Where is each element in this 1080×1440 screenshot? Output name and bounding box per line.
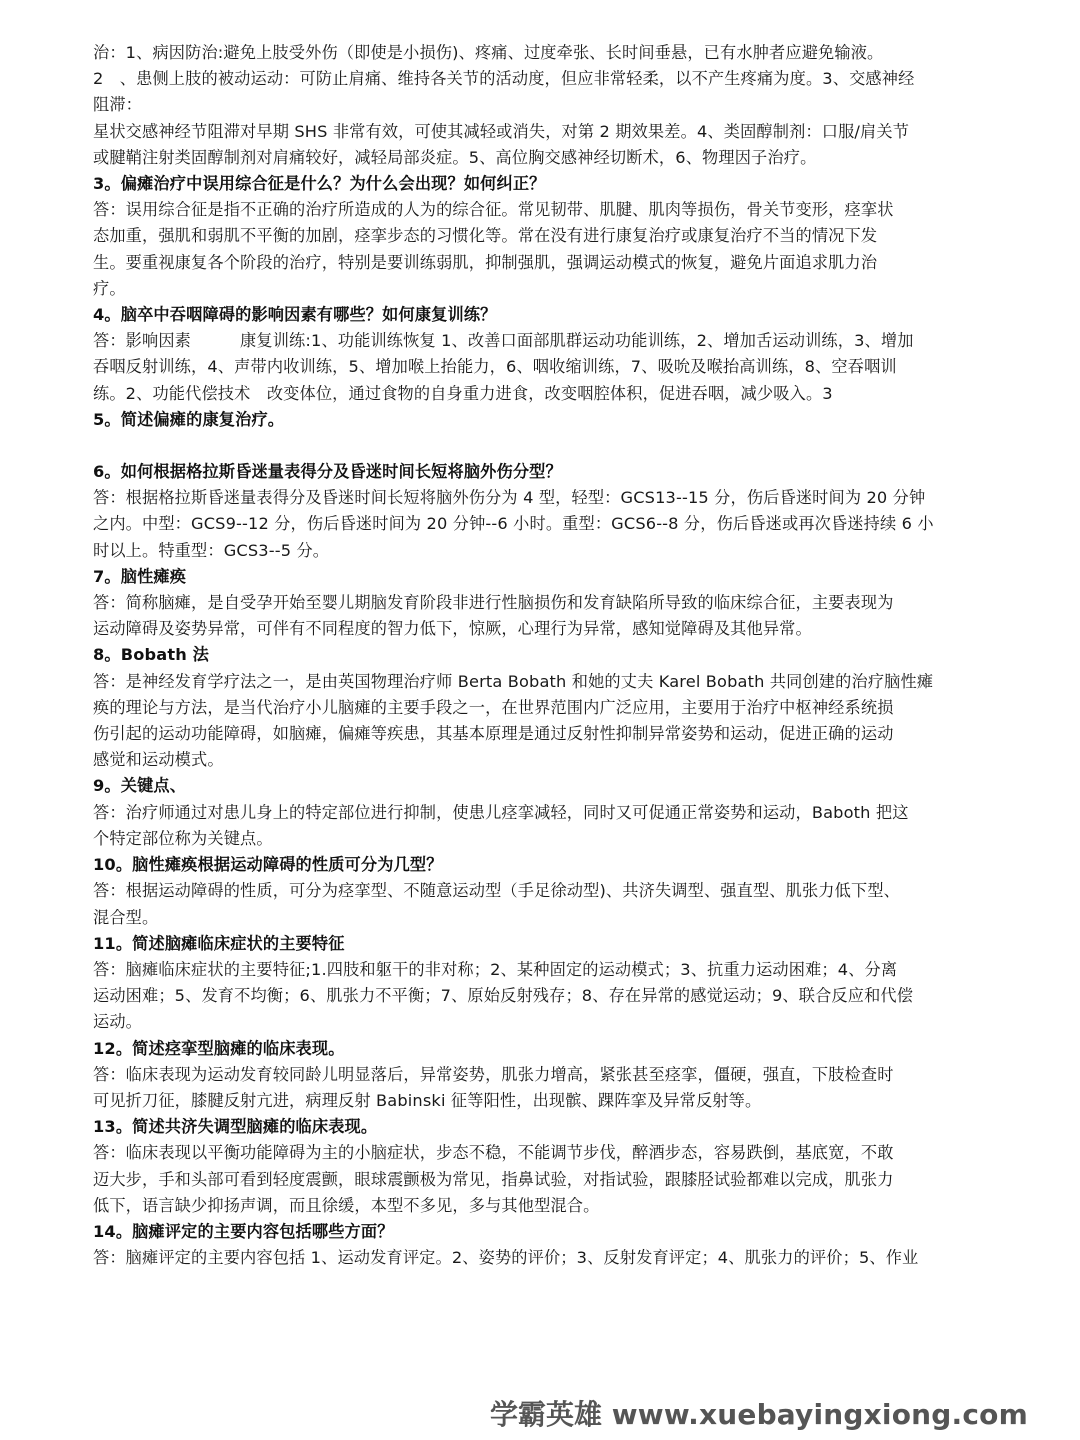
text-line: 阻滞： — [93, 95, 143, 115]
question-14 — [93, 1219, 991, 1271]
answer-line: 时以上。特重型：GCS3--5 分。 — [93, 540, 330, 560]
question-title: 7。脑性瘫痪 — [93, 566, 187, 586]
question-title: 4。脑卒中吞咽障碍的影响因素有哪些？如何康复训练？ — [93, 305, 497, 325]
question-12 — [93, 1036, 991, 1115]
answer-line: 答：影响因素 康复训练:1、功能训练恢复 1、改善口面部肌群运动功能训练，2、增加舌运动训练，3、增加 — [93, 331, 914, 351]
answer-line: 答：临床表现以平衡功能障碍为主的小脑症状，步态不稳，不能调节步伐，醉酒步态，容易跌倒，基底宽，不敢 — [93, 1143, 894, 1163]
document-body — [93, 40, 991, 1271]
answer-line: 答：是神经发育学疗法之一，是由英国物理治疗师 Berta Bobath 和她的丈夫 Karel Bobath 共同创建的治疗脑性瘫 — [93, 671, 934, 691]
answer-line: 个特定部位称为关键点。 — [93, 828, 273, 848]
question-title: 14。脑瘫评定的主要内容包括哪些方面？ — [93, 1221, 394, 1241]
question-3 — [93, 171, 991, 302]
answer-line: 答：误用综合征是指不正确的治疗所造成的人为的综合征。常见韧带、肌腱、肌肉等损伤，骨关节变形，痉挛状 — [93, 200, 894, 220]
blank-gap — [93, 433, 991, 459]
question-11 — [93, 931, 991, 1036]
answer-line: 之内。中型：GCS9--12 分，伤后昏迷时间为 20 分钟--6 小时。重型：GCS6--8 分，伤后昏迷或再次昏迷持续 6 小 — [93, 514, 934, 534]
text-line: 2 、患侧上肢的被动运动：可防止肩痛、维持各关节的活动度，但应非常轻柔，以不产生疼痛为度。3、交感神经 — [93, 69, 915, 89]
answer-line: 答：简称脑瘫，是自受孕开始至婴儿期脑发育阶段非进行性脑损伤和发育缺陷所导致的临床综合征，主要表现为 — [93, 593, 894, 613]
answer-line: 可见折刀征，膝腱反射亢进，病理反射 Babinski 征等阳性，出现髌、踝阵挛及异常反射等。 — [93, 1090, 762, 1110]
question-title: 10。脑性瘫痪根据运动障碍的性质可分为几型？ — [93, 855, 443, 875]
question-9 — [93, 773, 991, 852]
question-7 — [93, 564, 991, 643]
answer-line: 答：脑瘫评定的主要内容包括 1、运动发育评定。2、姿势的评价；3、反射发育评定；4、肌张力的评价；5、作业 — [93, 1248, 919, 1268]
site-watermark — [490, 1393, 1028, 1433]
question-title: 12。简述痉挛型脑瘫的临床表现。 — [93, 1038, 345, 1058]
answer-line: 练。2、功能代偿技术 改变体位，通过食物的自身重力进食，改变咽腔体积，促进吞咽，减少吸入。3 — [93, 383, 833, 403]
answer-line: 答：临床表现为运动发育较同龄儿明显落后，异常姿势，肌张力增高，紧张甚至痉挛，僵硬，强直，下肢检查时 — [93, 1064, 894, 1084]
answer-line: 混合型。 — [93, 907, 159, 927]
answer-line: 伤引起的运动功能障碍，如脑瘫，偏瘫等疾患，其基本原理是通过反射性抑制异常姿势和运动，促进正确的运动 — [93, 724, 894, 744]
answer-line: 答：治疗师通过对患儿身上的特定部位进行抑制，使患儿痉挛减轻，同时又可促通正常姿势和运动，Baboth 把这 — [93, 802, 909, 822]
answer-line: 吞咽反射训练，4、声带内收训练，5、增加喉上抬能力，6、咽收缩训练，7、吸吮及喉抬高训练，8、空吞咽训 — [93, 357, 897, 377]
text-line: 星状交感神经节阻滞对早期 SHS 非常有效，可使其减轻或消失，对第 2 期效果差。4、类固醇制剂：口服/肩关节 — [93, 121, 910, 141]
question-title: 3。偏瘫治疗中误用综合征是什么？为什么会出现？如何纠正？ — [93, 174, 546, 194]
answer-line: 答：根据运动障碍的性质，可分为痉挛型、不随意运动型（手足徐动型)、共济失调型、强直型、肌张力低下型、 — [93, 881, 900, 901]
question-title: 8。Bobath 法 — [93, 645, 210, 665]
section-continued — [93, 40, 991, 171]
answer-line: 感觉和运动模式。 — [93, 750, 224, 770]
watermark-brand: 学霸英雄 — [489, 1398, 602, 1431]
question-5 — [93, 407, 991, 459]
answer-line: 疗。 — [93, 278, 126, 298]
watermark-url: www.xuebayingxiong.com — [611, 1398, 1028, 1431]
question-title: 6。如何根据格拉斯昏迷量表得分及昏迷时间长短将脑外伤分型？ — [93, 462, 562, 482]
question-4 — [93, 302, 991, 407]
question-title: 9。关键点、 — [93, 776, 187, 796]
answer-line: 痪的理论与方法，是当代治疗小儿脑瘫的主要手段之一，在世界范围内广泛应用，主要用于治疗中枢神经系统损 — [93, 697, 894, 717]
question-13 — [93, 1114, 991, 1219]
text-line: 或腱鞘注射类固醇制剂对肩痛较好，减轻局部炎症。5、高位胸交感神经切断术，6、物理因子治疗。 — [93, 147, 817, 167]
question-title: 13。简述共济失调型脑瘫的临床表现。 — [93, 1117, 378, 1137]
question-10 — [93, 852, 991, 931]
question-8 — [93, 642, 991, 773]
answer-line: 答：脑瘫临床症状的主要特征;1.四肢和躯干的非对称；2、某种固定的运动模式；3、抗重力运动困难；4、分离 — [93, 959, 898, 979]
answer-line: 运动障碍及姿势异常，可伴有不同程度的智力低下，惊厥，心理行为异常，感知觉障碍及其他异常。 — [93, 619, 812, 639]
answer-line: 运动。 — [93, 1012, 143, 1032]
answer-line: 生。要重视康复各个阶段的治疗，特别是要训练弱肌，抑制强肌，强调运动模式的恢复，避免片面追求肌力治 — [93, 252, 878, 272]
answer-line: 运动困难；5、发育不均衡；6、肌张力不平衡；7、原始反射残存；8、存在异常的感觉运动；9、联合反应和代偿 — [93, 986, 914, 1006]
answer-line: 低下，语言缺少抑扬声调，而且徐缓，本型不多见，多与其他型混合。 — [93, 1195, 600, 1215]
text-line: 治：1、病因防治:避免上肢受外伤（即使是小损伤)、疼痛、过度牵张、长时间垂悬，已有水肿者应避免输液。 — [93, 43, 884, 62]
answer-line: 答：根据格拉斯昏迷量表得分及昏迷时间长短将脑外伤分为 4 型，轻型：GCS13--15 分，伤后昏迷时间为 20 分钟 — [93, 488, 926, 508]
question-6 — [93, 459, 991, 564]
question-title: 5。简述偏瘫的康复治疗。 — [93, 409, 285, 429]
question-title: 11。简述脑瘫临床症状的主要特征 — [93, 933, 345, 953]
answer-line: 态加重，强肌和弱肌不平衡的加剧，痉挛步态的习惯化等。常在没有进行康复治疗或康复治疗不当的情况下发 — [93, 226, 878, 246]
answer-line: 迈大步，手和头部可看到轻度震颤，眼球震颤极为常见，指鼻试验，对指试验，跟膝胫试验都难以完成，肌张力 — [93, 1169, 894, 1189]
